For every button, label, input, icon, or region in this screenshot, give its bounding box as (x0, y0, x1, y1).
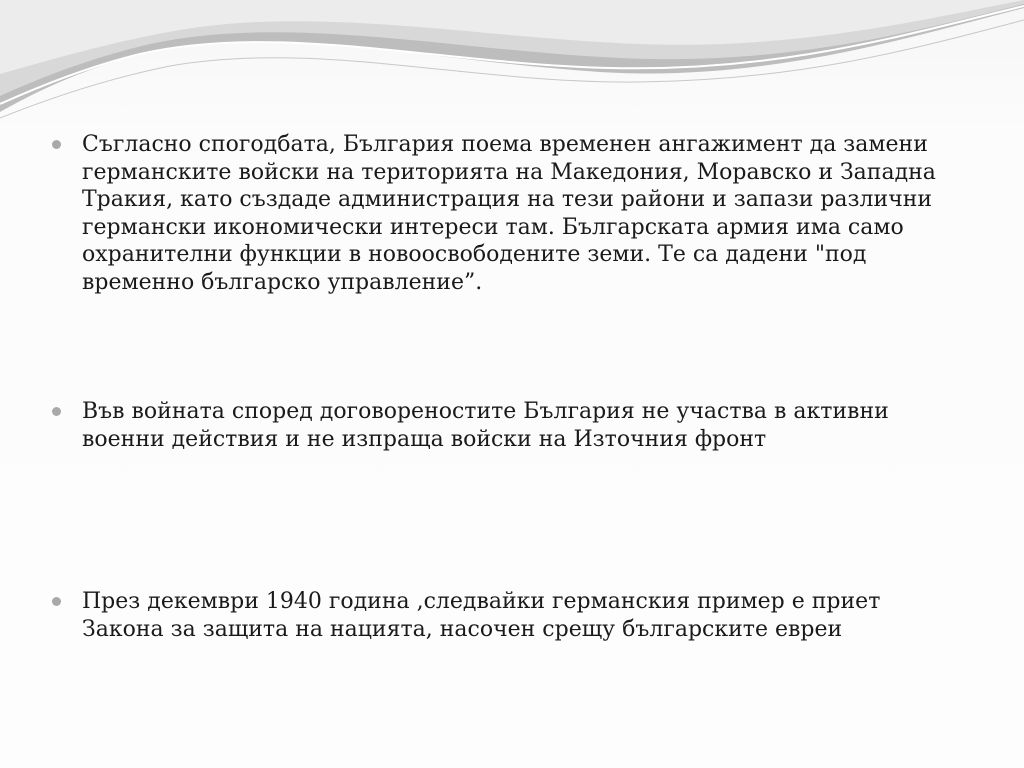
bullet-text: През декември 1940 година ,следвайки германския пример е приет Закона за защита на нацията, насочен срещу българските евреи (82, 589, 881, 642)
bullet-text: Във войната според договореностите България не участва в активни военни действия и не изпраща войски на Източния фронт (82, 399, 889, 452)
bullet-dot-icon (52, 407, 61, 416)
header-wave-decoration (0, 0, 1024, 130)
bullet-dot-icon (52, 140, 61, 149)
bullet-text: Съгласно спогодбата, България поема временен ангажимент да замени германските войски на територията на Македония, Моравско и Западна Тракия, като създаде администрация на тези райони и запази различни германски икономически интереси там. Българската армия има само охранителни функции в новоосвободените земи. Те са дадени "под временно българско управление”. (82, 132, 936, 295)
bullet-dot-icon (52, 597, 61, 606)
